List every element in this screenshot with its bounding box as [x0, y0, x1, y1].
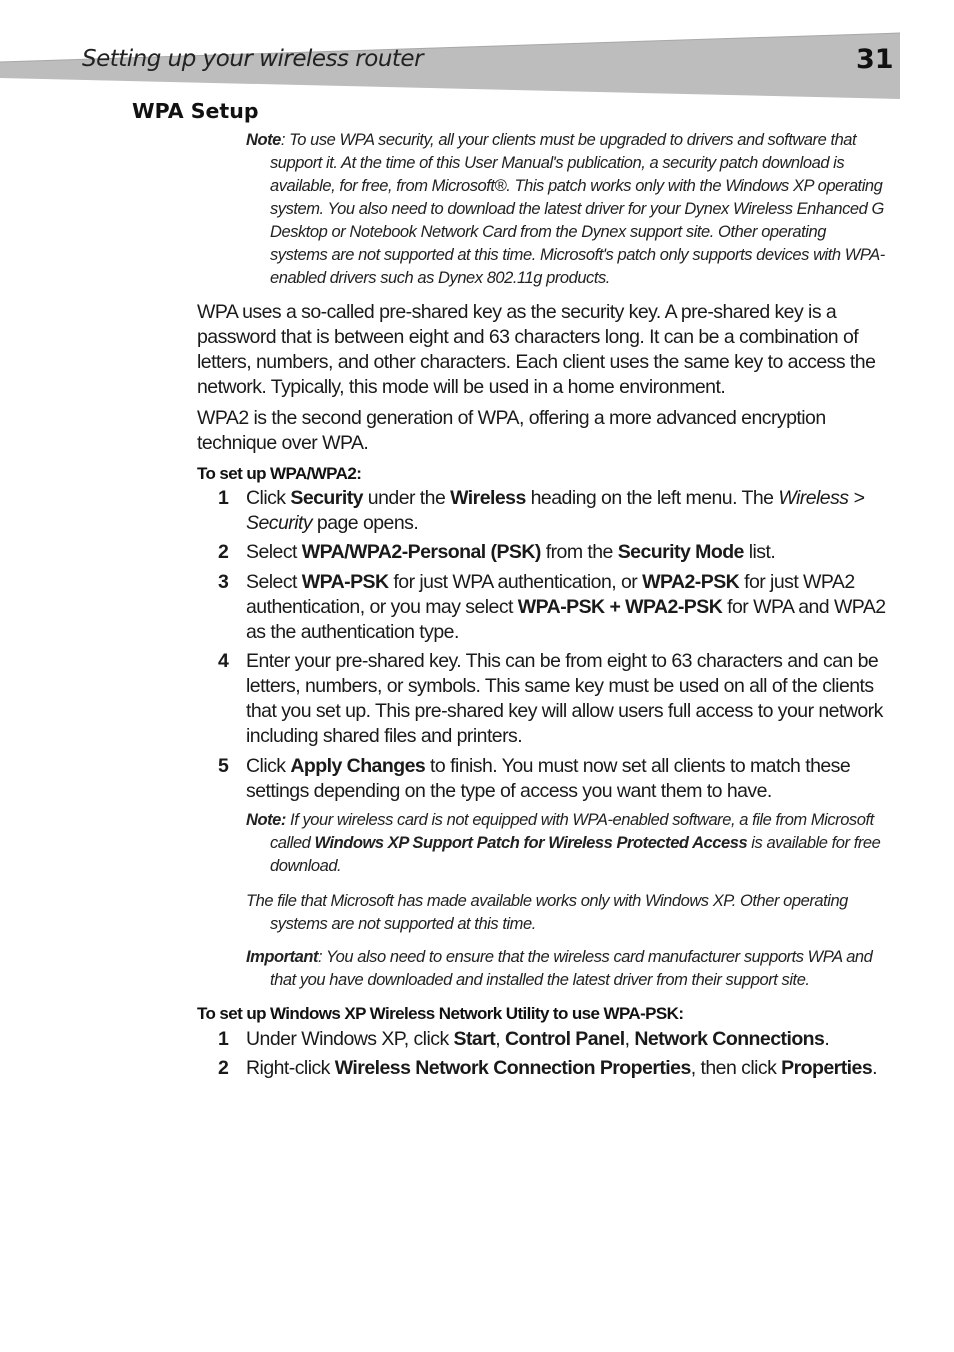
section-title: WPA Setup — [132, 99, 259, 123]
page-number: 31 — [856, 44, 894, 75]
paragraph-psk: WPA uses a so-called pre-shared key as the security key. A pre-shared key is a password that is between eight and 63 characters long. It can be a combination of letters, numbers, and other characters. Each client uses the same key to access the network. Typically, this mode will be used in a home environment. — [197, 301, 876, 398]
page-header — [0, 0, 954, 100]
note-label: Note — [246, 131, 281, 149]
note-text: : To use WPA security, all your clients must be upgraded to drivers and software that support it. At the time of this User Manual's publication, a security patch download is available, for free, from Microsoft®. This patch works only with the Windows XP operating system. You also need to download the latest driver for your Dynex Wireless Enhanced G Desktop or Notebook Network Card from the Dynex support site. Other operating systems are not supported at this time. Microsoft's patch only supports devices with WPA-enabled drivers such as Dynex 802.11g products. — [270, 131, 885, 287]
step-number: 2 — [218, 1057, 229, 1079]
step-number: 2 — [218, 541, 229, 563]
step-number: 5 — [218, 755, 229, 777]
note-windows-xp-patch: Note: If your wireless card is not equipped with WPA-enabled software, a file from Microsoft called Windows XP Support Patch for Wireless Protected Access is available for free download. — [246, 811, 881, 875]
step-number: 4 — [218, 650, 229, 672]
note-important: Important: You also need to ensure that the wireless card manufacturer supports WPA and that you have downloaded and installed the latest driver from their support site. — [246, 948, 873, 989]
note-xp-only: The file that Microsoft has made available works only with Windows XP. Other operating systems are not supported at this time. — [246, 892, 848, 933]
step-number: 3 — [218, 571, 229, 593]
subheading-xp-utility: To set up Windows XP Wireless Network Utility to use WPA-PSK: — [197, 1004, 684, 1023]
important-label: Important — [246, 948, 319, 966]
step-number: 1 — [218, 487, 229, 509]
paragraph-wpa2: WPA2 is the second generation of WPA, offering a more advanced encryption technique over WPA. — [197, 407, 826, 454]
running-header-title: Setting up your wireless router — [82, 46, 424, 72]
note-wpa-security — [246, 129, 886, 290]
step-number: 1 — [218, 1028, 229, 1050]
subheading-setup-wpa: To set up WPA/WPA2: — [197, 464, 362, 483]
note-label: Note: — [246, 811, 286, 829]
